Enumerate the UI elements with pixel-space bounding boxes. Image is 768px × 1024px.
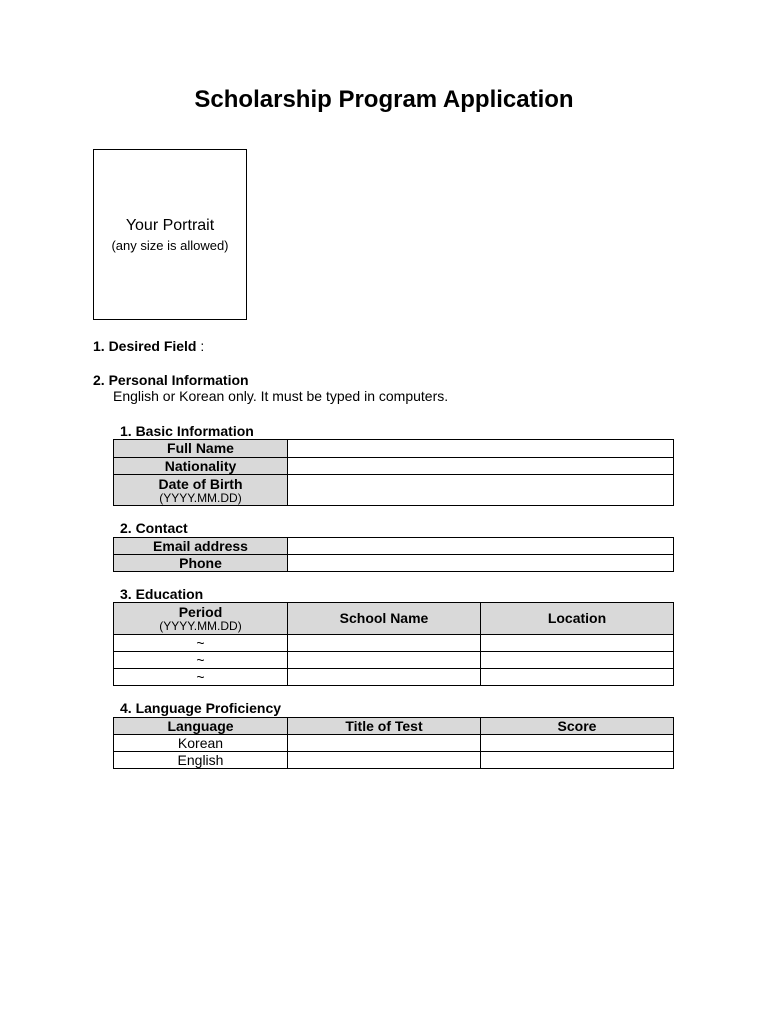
period-cell[interactable]: ~: [114, 635, 288, 652]
language-col-header: Language: [114, 718, 288, 735]
table-row: [114, 669, 674, 686]
period-cell[interactable]: ~: [114, 652, 288, 669]
basic-info-heading: 1. Basic Information: [120, 423, 254, 439]
dob-label-cell: [114, 475, 288, 506]
education-table: [113, 602, 674, 686]
table-row: [114, 475, 674, 506]
table-row: [114, 538, 674, 555]
korean-score-field[interactable]: [481, 735, 674, 752]
contact-table: [113, 537, 674, 572]
period-label: Period: [178, 604, 223, 620]
score-col-header: Score: [481, 718, 674, 735]
period-header: [114, 603, 288, 635]
contact-heading: 2. Contact: [120, 520, 188, 536]
language-heading: 4. Language Proficiency: [120, 700, 282, 716]
desired-field-label: 1. Desired Field: [93, 338, 197, 354]
test-col-header: Title of Test: [288, 718, 481, 735]
school-name-cell[interactable]: [288, 669, 481, 686]
school-name-cell[interactable]: [288, 635, 481, 652]
table-row: [114, 603, 674, 635]
table-row: [114, 555, 674, 572]
table-row: [114, 440, 674, 458]
dob-field[interactable]: [288, 475, 674, 506]
table-row: [114, 718, 674, 735]
portrait-label: Your Portrait: [125, 217, 215, 234]
language-english: English: [114, 752, 288, 769]
location-cell[interactable]: [481, 669, 674, 686]
korean-test-field[interactable]: [288, 735, 481, 752]
dob-format: (YYYY.MM.DD): [159, 490, 242, 505]
language-korean: Korean: [114, 735, 288, 752]
english-test-field[interactable]: [288, 752, 481, 769]
period-format: (YYYY.MM.DD): [159, 619, 242, 633]
education-heading: 3. Education: [120, 586, 204, 602]
personal-info-instruction: English or Korean only. It must be typed in computers.: [113, 388, 449, 404]
portrait-box[interactable]: [93, 149, 247, 320]
portrait-note: (any size is allowed): [111, 238, 229, 253]
location-cell[interactable]: [481, 635, 674, 652]
nationality-field[interactable]: [288, 458, 674, 475]
basic-info-table: [113, 439, 674, 506]
table-row: [114, 735, 674, 752]
period-cell[interactable]: ~: [114, 669, 288, 686]
table-row: [114, 652, 674, 669]
phone-field[interactable]: [288, 555, 674, 572]
page-title: Scholarship Program Application: [194, 86, 574, 113]
english-score-field[interactable]: [481, 752, 674, 769]
email-label: Email address: [114, 538, 288, 555]
desired-field-heading: [93, 338, 204, 354]
location-cell[interactable]: [481, 652, 674, 669]
phone-label: Phone: [114, 555, 288, 572]
nationality-label: Nationality: [114, 458, 288, 475]
dob-label: Date of Birth: [158, 475, 243, 492]
language-table: [113, 717, 674, 769]
table-row: [114, 635, 674, 652]
personal-info-heading: 2. Personal Information: [93, 372, 249, 388]
school-name-header: School Name: [288, 603, 481, 635]
full-name-label: Full Name: [114, 440, 288, 458]
desired-field-colon: :: [200, 338, 205, 354]
full-name-field[interactable]: [288, 440, 674, 458]
email-field[interactable]: [288, 538, 674, 555]
school-name-cell[interactable]: [288, 652, 481, 669]
table-row: [114, 458, 674, 475]
table-row: [114, 752, 674, 769]
location-header: Location: [481, 603, 674, 635]
